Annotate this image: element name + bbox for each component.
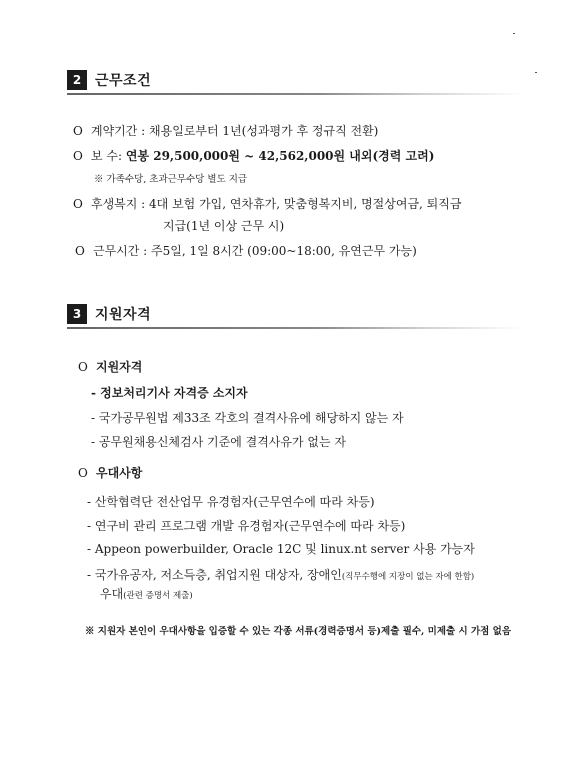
preference-main-text: - 국가유공자, 저소득층, 취업지원 대상자, 장애인: [87, 568, 342, 582]
preference-item-continued: [100, 586, 193, 604]
qualification-item: - 공무원채용신체검사 기준에 결격사유가 없는 자: [91, 435, 346, 449]
row-value: 연봉 29,500,000원 ~ 42,562,000원 내외(경력 고려): [125, 149, 435, 163]
row-label: 근무시간 :: [93, 244, 152, 258]
qualification-item: - 국가공무원법 제33조 각호의 결격사유에 해당하지 않는 자: [91, 411, 404, 425]
section-divider: [67, 327, 522, 329]
preference-main-text: 우대: [100, 587, 124, 601]
preference-heading: [78, 465, 142, 481]
scan-speck: [513, 33, 515, 34]
preference-item: - 연구비 관리 프로그램 개발 유경험자(근무연수에 따라 차등): [87, 519, 406, 533]
welfare-row-continued: 지급(1년 이상 근무 시): [163, 219, 285, 233]
section-number-badge: 2: [67, 70, 87, 90]
row-value: 채용일로부터 1년(성과평가 후 정규직 전환): [149, 124, 379, 138]
qualification-heading: [78, 359, 142, 375]
section-number-badge: 3: [67, 304, 87, 324]
scan-speck: [535, 72, 537, 73]
bullet-circle: O: [73, 197, 83, 211]
qualification-item: - 정보처리기사 자격증 소지자: [91, 386, 248, 400]
bullet-circle: O: [73, 149, 83, 163]
salary-row: [73, 148, 434, 164]
bullet-circle: O: [78, 360, 88, 374]
section-divider: [67, 93, 522, 95]
bullet-circle: O: [75, 244, 85, 258]
heading-text: 우대사항: [96, 466, 143, 480]
preference-item: - 산학협력단 전산업무 유경험자(근무연수에 따라 차등): [87, 495, 375, 509]
bullet-circle: O: [73, 124, 83, 138]
preference-item: - Appeon powerbuilder, Oracle 12C 및 linux.nt server 사용 가능자: [87, 542, 475, 556]
welfare-row: [73, 196, 461, 212]
row-label: 보 수:: [91, 149, 126, 163]
preference-paren-text: (직무수행에 지장이 없는 자에 한함): [341, 572, 475, 582]
section-2-header: [67, 70, 151, 90]
row-label: 계약기간 :: [91, 124, 150, 138]
row-value: 주5일, 1일 8시간 (09:00~18:00, 유연근무 가능): [151, 244, 417, 258]
final-note: ※ 지원자 본인이 우대사항을 입증할 수 있는 각종 서류(경력증명서 등)제출 필수, 미제출 시 가점 없음: [85, 626, 512, 637]
section-3-header: [67, 304, 151, 324]
section-title: 지원자격: [95, 307, 152, 323]
preference-paren-text: (관련 증명서 제출): [123, 591, 193, 601]
section-title: 근무조건: [95, 73, 152, 89]
preference-item: [87, 567, 474, 585]
row-label: 후생복지 :: [91, 197, 150, 211]
salary-note: ※ 가족수당, 초과근무수당 별도 지급: [94, 174, 248, 185]
work-hours-row: [75, 243, 417, 259]
bullet-circle: O: [78, 466, 88, 480]
heading-text: 지원자격: [96, 360, 143, 374]
row-value: 4대 보험 가입, 연차휴가, 맞춤형복지비, 명절상여금, 퇴직금: [149, 197, 462, 211]
contract-period-row: [73, 123, 378, 139]
